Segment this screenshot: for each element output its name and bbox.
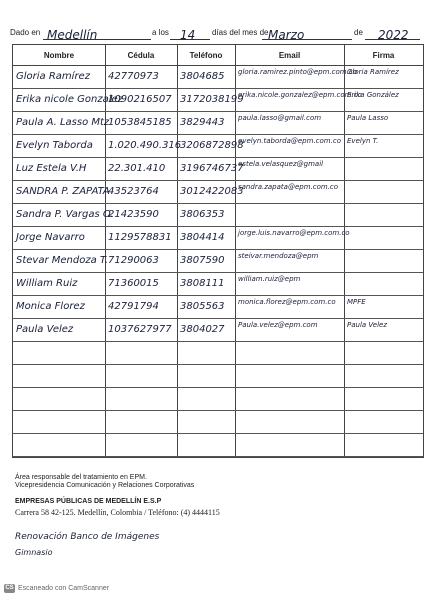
cell-cedula: 1129578831 [108,232,172,243]
cell-nombre: Paula A. Lasso Mtz [16,117,110,128]
cell-telefono: 3172038199 [180,94,244,105]
city-underline [43,39,151,40]
document-footer [15,474,425,557]
year-underline [365,39,420,40]
cell-nombre: Evelyn Taborda [16,140,93,151]
scanner-watermark [4,584,109,593]
cell-nombre: Monica Florez [16,301,85,312]
cell-nombre: Paula Velez [16,324,74,335]
cell-telefono: 3196746737 [180,163,244,174]
table-row [13,249,423,273]
column-header-firma: Firma [372,51,395,60]
cell-email: gloria.ramirez.pinto@epm.com.co [238,68,357,76]
cell-email: monica.florez@epm.com.co [238,298,336,306]
cell-firma: Paula Lasso [347,114,389,122]
dado-en-label: Dado en [10,28,41,37]
cell-email: evelyn.taborda@epm.com.co [238,137,341,145]
table-row [13,111,423,135]
cell-nombre: Stevar Mendoza T. [16,255,108,266]
cell-cedula: 43523764 [108,186,159,197]
cell-firma: MPFE [347,298,366,306]
day-value: 14 [180,28,196,42]
cell-telefono: 3829443 [180,117,225,128]
cell-telefono: 3804027 [180,324,225,335]
cell-cedula: 1037627977 [108,324,172,335]
table-row [13,226,423,250]
cell-telefono: 3206872898 [180,140,244,151]
cell-email: erika.nicole.gonzalez@epm.com.co [238,91,362,99]
cell-cedula: 42791794 [108,301,159,312]
month-underline [262,39,352,40]
cell-firma: Evelyn T. [347,137,379,145]
cell-telefono: 3807590 [180,255,225,266]
table-row [13,88,423,112]
table-row [13,387,423,411]
camscanner-logo-icon: CS [5,585,14,591]
table-row [13,410,423,434]
footer-address: Carrera 58 42-125. Medellín, Colombia / Teléfono: (4) 4444115 [15,508,220,517]
cell-nombre: SANDRA P. ZAPATA [16,186,110,197]
footer-company-name: EMPRESAS PÚBLICAS DE MEDELLÍN E.S.P [15,498,162,505]
cell-email: Paula.velez@epm.com [238,321,318,329]
cell-cedula: 21423590 [108,209,159,220]
cell-firma: Gloria Ramírez [347,68,399,76]
cell-email: jorge.luis.navarro@epm.com.co [238,229,350,237]
cell-nombre: William Ruiz [16,278,78,289]
cell-nombre: Erika nicole Gonzalez [16,94,123,105]
scanner-text: Escaneado con CamScanner [18,585,110,592]
cell-nombre: Gloria Ramírez [16,71,90,82]
cell-firma: Erika González [347,91,399,99]
day-underline [170,39,210,40]
a-los-label: a los [152,28,169,37]
table-row [13,157,423,181]
table-row [13,364,423,388]
cell-cedula: 1053845185 [108,117,172,128]
year-value: 2022 [378,28,409,42]
cell-cedula: 71360015 [108,278,159,289]
table-header-row [13,45,423,66]
cell-email: steivar.mendoza@epm [238,252,319,260]
table-row [13,433,423,457]
cell-telefono: 3012422083 [180,186,244,197]
cell-nombre: Jorge Navarro [16,232,85,243]
city-value: Medellín [47,28,98,42]
cell-email: paula.lasso@gmail.com [238,114,322,122]
handwritten-note: Renovación Banco de Imágenes [15,532,160,542]
cell-nombre: Sandra P. Vargas O. [16,209,114,220]
column-header-nombre: Nombre [43,51,75,60]
cell-cedula: 22.301.410 [108,163,166,174]
column-header-telefono: Teléfono [189,51,223,60]
de-label: de [354,28,363,37]
footer-responsible-area: Área responsable del tratamiento en EPM. [15,474,147,481]
cell-telefono: 3804685 [180,71,225,82]
footer-vicepresidency: Vicepresidencia Comunicación y Relaciones Corporativas [15,482,195,489]
column-header-email: Email [278,51,301,60]
dias-del-mes-label: días del mes de [212,28,269,37]
attendance-table [12,44,424,458]
cell-cedula: 1090216507 [108,94,172,105]
cell-cedula: 71290063 [108,255,159,266]
table-row [13,134,423,158]
document-header [10,22,430,42]
table-row [13,295,423,319]
cell-nombre: Luz Estela V.H [16,163,87,174]
cell-email: sandra.zapata@epm.com.co [238,183,339,191]
cell-email: estela.velasquez@gmail [238,160,324,168]
table-row [13,180,423,204]
cell-cedula: 42770973 [108,71,159,82]
cell-telefono: 3804414 [180,232,225,243]
cell-email: william.ruiz@epm [238,275,301,283]
month-value: Marzo [268,28,305,42]
cell-telefono: 3805563 [180,301,225,312]
column-header-cedula: Cédula [127,51,155,60]
cell-firma: Paula Velez [347,321,388,329]
cell-cedula: 1.020.490.316 [108,140,182,151]
cell-telefono: 3806353 [180,209,225,220]
cell-telefono: 3808111 [180,278,225,289]
table-row [13,318,423,342]
table-row [13,65,423,89]
table-row [13,341,423,365]
table-row [13,203,423,227]
handwritten-note: Gimnasio [15,548,53,557]
table-row [13,272,423,296]
